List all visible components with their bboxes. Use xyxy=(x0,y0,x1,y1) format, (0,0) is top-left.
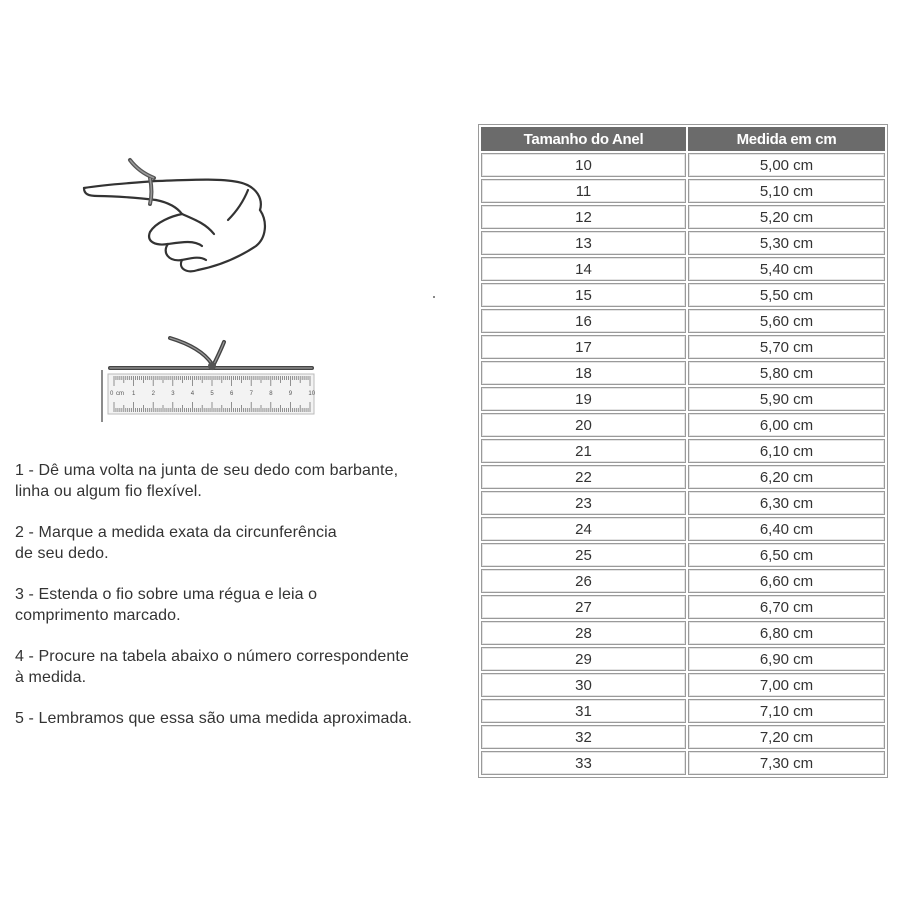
ruler-number: 1 xyxy=(132,391,136,397)
ring-size-cell: 18 xyxy=(481,361,686,385)
ring-size-cell: 28 xyxy=(481,621,686,645)
instruction-step-5: 5 - Lembramos que essa são uma medida aproximada. xyxy=(15,710,413,727)
ruler-number: 6 xyxy=(230,391,234,397)
table-row xyxy=(481,257,885,281)
table-row xyxy=(481,517,885,541)
table-row xyxy=(481,725,885,749)
measure-cell: 5,70 cm xyxy=(688,335,885,359)
ruler-number: 2 xyxy=(151,391,155,397)
table-row xyxy=(481,569,885,593)
measure-cell: 6,50 cm xyxy=(688,543,885,567)
ruler-number: 5 xyxy=(210,391,214,397)
instruction-step-1: 1 - Dê uma volta na junta de seu dedo com barbante, linha ou algum fio flexível. xyxy=(15,462,399,500)
measure-cell: 5,20 cm xyxy=(688,205,885,229)
ring-size-cell: 12 xyxy=(481,205,686,229)
table-row xyxy=(481,491,885,515)
ring-size-cell: 14 xyxy=(481,257,686,281)
table-row xyxy=(481,335,885,359)
ruler-number: 3 xyxy=(171,391,175,397)
ruler-number: 10 xyxy=(308,391,316,397)
ring-size-table xyxy=(478,124,888,778)
table-row xyxy=(481,439,885,463)
measure-cell: 6,70 cm xyxy=(688,595,885,619)
table-row xyxy=(481,387,885,411)
ring-size-cell: 25 xyxy=(481,543,686,567)
table-row xyxy=(481,543,885,567)
ruler-unit-label: cm xyxy=(116,391,124,397)
ring-size-cell: 33 xyxy=(481,751,686,775)
ruler-number: 7 xyxy=(249,391,253,397)
measure-cell: 6,10 cm xyxy=(688,439,885,463)
ring-size-cell: 20 xyxy=(481,413,686,437)
ring-size-cell: 22 xyxy=(481,465,686,489)
ring-size-cell: 21 xyxy=(481,439,686,463)
hand-with-string-illustration xyxy=(78,150,288,280)
ring-size-cell: 32 xyxy=(481,725,686,749)
measure-cell: 6,60 cm xyxy=(688,569,885,593)
measure-cell: 5,60 cm xyxy=(688,309,885,333)
ruler-illustration xyxy=(100,330,318,425)
ruler-number: 8 xyxy=(269,391,273,397)
measure-cell: 5,30 cm xyxy=(688,231,885,255)
table-header-row xyxy=(481,127,885,151)
ruler-number: 4 xyxy=(190,391,195,397)
measure-cell: 6,00 cm xyxy=(688,413,885,437)
ring-size-cell: 27 xyxy=(481,595,686,619)
ring-size-table-container xyxy=(478,124,888,782)
ring-size-cell: 24 xyxy=(481,517,686,541)
measure-cell: 5,10 cm xyxy=(688,179,885,203)
table-row xyxy=(481,647,885,671)
measure-cell: 5,80 cm xyxy=(688,361,885,385)
measure-cell: 6,20 cm xyxy=(688,465,885,489)
string-on-ruler-drawing xyxy=(100,330,318,425)
measure-cell: 5,00 cm xyxy=(688,153,885,177)
table-body xyxy=(481,153,885,775)
table-row xyxy=(481,179,885,203)
table-row xyxy=(481,361,885,385)
ring-size-cell: 26 xyxy=(481,569,686,593)
table-row xyxy=(481,309,885,333)
measure-cell: 5,90 cm xyxy=(688,387,885,411)
measure-cell: 5,40 cm xyxy=(688,257,885,281)
ruler-number: 9 xyxy=(288,391,293,397)
ring-size-cell: 19 xyxy=(481,387,686,411)
measure-cell: 6,30 cm xyxy=(688,491,885,515)
table-row xyxy=(481,205,885,229)
measure-cell: 7,20 cm xyxy=(688,725,885,749)
measure-cell: 5,50 cm xyxy=(688,283,885,307)
table-row xyxy=(481,465,885,489)
instructions xyxy=(15,460,485,749)
measure-cell: 7,10 cm xyxy=(688,699,885,723)
instruction-step-3: 3 - Estenda o fio sobre uma régua e leia o comprimento marcado. xyxy=(15,586,318,624)
ring-size-cell: 13 xyxy=(481,231,686,255)
ring-size-cell: 15 xyxy=(481,283,686,307)
table-row xyxy=(481,231,885,255)
header-ring-size: Tamanho do Anel xyxy=(481,127,686,151)
ring-size-cell: 11 xyxy=(481,179,686,203)
ring-size-cell: 30 xyxy=(481,673,686,697)
table-row xyxy=(481,699,885,723)
ring-size-cell: 16 xyxy=(481,309,686,333)
measure-cell: 7,00 cm xyxy=(688,673,885,697)
measure-cell: 6,80 cm xyxy=(688,621,885,645)
header-measure-cm: Medida em cm xyxy=(688,127,885,151)
ruler-zero-label: 0 xyxy=(110,391,114,397)
instruction-step-4: 4 - Procure na tabela abaixo o número correspondente à medida. xyxy=(15,648,409,686)
table-row xyxy=(481,595,885,619)
table-row xyxy=(481,751,885,775)
stray-dot xyxy=(433,296,435,298)
ring-size-cell: 10 xyxy=(481,153,686,177)
measure-cell: 7,30 cm xyxy=(688,751,885,775)
measure-cell: 6,40 cm xyxy=(688,517,885,541)
ring-size-cell: 29 xyxy=(481,647,686,671)
table-row xyxy=(481,621,885,645)
measure-cell: 6,90 cm xyxy=(688,647,885,671)
table-row xyxy=(481,283,885,307)
ring-size-cell: 31 xyxy=(481,699,686,723)
table-row xyxy=(481,413,885,437)
ring-size-cell: 23 xyxy=(481,491,686,515)
ring-size-cell: 17 xyxy=(481,335,686,359)
table-row xyxy=(481,153,885,177)
instruction-step-2: 2 - Marque a medida exata da circunferência de seu dedo. xyxy=(15,524,337,562)
table-row xyxy=(481,673,885,697)
